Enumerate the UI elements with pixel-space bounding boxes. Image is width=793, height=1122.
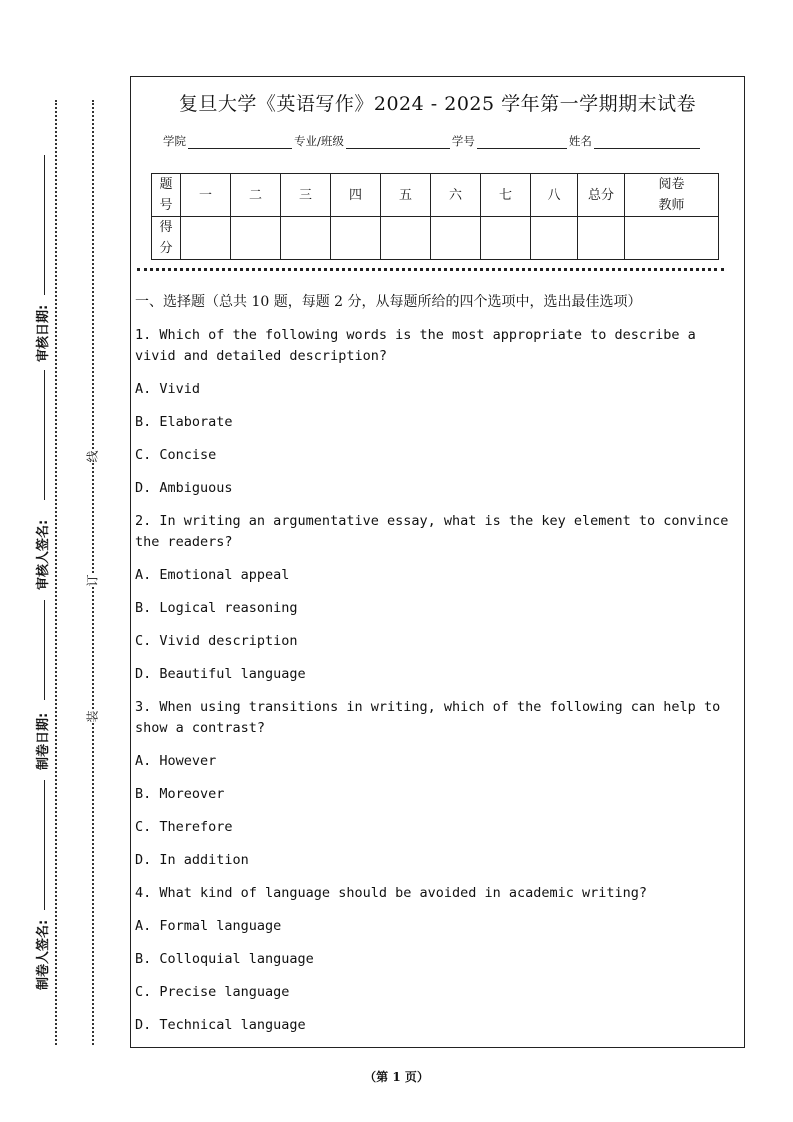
score-label: 得 分 bbox=[152, 217, 181, 260]
column-header: 三 bbox=[281, 174, 331, 217]
maker-signature-label: 制卷人签名: bbox=[36, 919, 51, 990]
score-cell[interactable] bbox=[231, 217, 281, 260]
make-date-label: 制卷日期: bbox=[36, 712, 51, 770]
student-id-blank[interactable] bbox=[477, 136, 567, 149]
score-cell[interactable] bbox=[431, 217, 481, 260]
question-stem: 2. In writing an argumentative essay, what is the key element to convince the readers? bbox=[135, 513, 729, 550]
column-header: 二 bbox=[231, 174, 281, 217]
review-date-line bbox=[44, 155, 45, 295]
option-item: B. Moreover bbox=[135, 786, 225, 802]
question-block bbox=[135, 697, 740, 871]
option-item: A. Vivid bbox=[135, 381, 201, 397]
option-item: C. Vivid description bbox=[135, 633, 298, 649]
score-cell[interactable] bbox=[181, 217, 231, 260]
option-item: C. Therefore bbox=[135, 819, 233, 835]
score-cell[interactable] bbox=[331, 217, 381, 260]
score-cell-grader[interactable] bbox=[625, 217, 719, 260]
review-date-label: 审核日期: bbox=[36, 304, 51, 362]
option-item: A. However bbox=[135, 753, 217, 769]
exam-title: 复旦大学《英语写作》2024 - 2025 学年第一学期期末试卷 bbox=[178, 93, 697, 115]
option-item: B. Elaborate bbox=[135, 414, 233, 430]
page-number: （第 1 页） bbox=[364, 1070, 429, 1084]
score-table-header-row bbox=[152, 174, 719, 217]
binding-dotted-line-outer bbox=[55, 100, 57, 1045]
binding-char-line: 线 bbox=[85, 450, 100, 463]
column-header: 七 bbox=[481, 174, 531, 217]
column-header-grader: 阅卷 教师 bbox=[625, 174, 719, 217]
column-header-total: 总分 bbox=[578, 174, 625, 217]
question-stem: 1. Which of the following words is the most appropriate to describe a vivid and detailed description? bbox=[135, 327, 696, 364]
column-header: 四 bbox=[331, 174, 381, 217]
option-item: A. Formal language bbox=[135, 918, 282, 934]
section-title: 一、选择题（总共 10 题，每题 2 分，从每题所给的四个选项中，选出最佳选项） bbox=[135, 294, 642, 310]
student-id-label: 学号 bbox=[451, 134, 475, 148]
binding-dotted-line-inner bbox=[92, 100, 94, 1045]
reviewer-signature-line bbox=[44, 370, 45, 500]
student-info-row bbox=[163, 133, 702, 149]
dotted-separator bbox=[137, 268, 724, 271]
question-block bbox=[135, 325, 740, 499]
college-blank[interactable] bbox=[188, 136, 292, 149]
maker-signature-line bbox=[44, 780, 45, 910]
option-item: B. Colloquial language bbox=[135, 951, 314, 967]
option-item: A. Emotional appeal bbox=[135, 567, 290, 583]
question-stem: 4. What kind of language should be avoided in academic writing? bbox=[135, 885, 648, 901]
score-table-score-row bbox=[152, 217, 719, 260]
option-item: B. Logical reasoning bbox=[135, 600, 298, 616]
score-cell-total[interactable] bbox=[578, 217, 625, 260]
binding-char-staple: 订 bbox=[85, 574, 100, 587]
column-header: 五 bbox=[381, 174, 431, 217]
question-content bbox=[135, 291, 740, 1048]
question-stem: 3. When using transitions in writing, which of the following can help to show a contrast? bbox=[135, 699, 721, 736]
name-blank[interactable] bbox=[594, 136, 700, 149]
column-header: 六 bbox=[431, 174, 481, 217]
college-label: 学院 bbox=[163, 134, 186, 148]
question-block bbox=[135, 883, 740, 1036]
score-cell[interactable] bbox=[281, 217, 331, 260]
score-cell[interactable] bbox=[381, 217, 431, 260]
option-item: D. Ambiguous bbox=[135, 480, 233, 496]
name-label: 姓名 bbox=[568, 134, 592, 148]
score-cell[interactable] bbox=[481, 217, 531, 260]
binding-char-bind: 装 bbox=[85, 710, 100, 723]
column-header: 一 bbox=[181, 174, 231, 217]
question-block bbox=[135, 511, 740, 685]
score-table bbox=[151, 173, 719, 260]
reviewer-signature-label: 审核人签名: bbox=[36, 519, 51, 590]
major-blank[interactable] bbox=[346, 136, 450, 149]
score-cell[interactable] bbox=[531, 217, 578, 260]
option-item: D. Technical language bbox=[135, 1017, 306, 1033]
column-header: 八 bbox=[531, 174, 578, 217]
make-date-line bbox=[44, 600, 45, 700]
option-item: C. Concise bbox=[135, 447, 217, 463]
exam-frame bbox=[130, 76, 745, 1048]
major-label: 专业/班级 bbox=[294, 134, 344, 148]
question-number-label: 题 号 bbox=[152, 174, 181, 217]
option-item: C. Precise language bbox=[135, 984, 290, 1000]
option-item: D. In addition bbox=[135, 852, 249, 868]
option-item: D. Beautiful language bbox=[135, 666, 306, 682]
